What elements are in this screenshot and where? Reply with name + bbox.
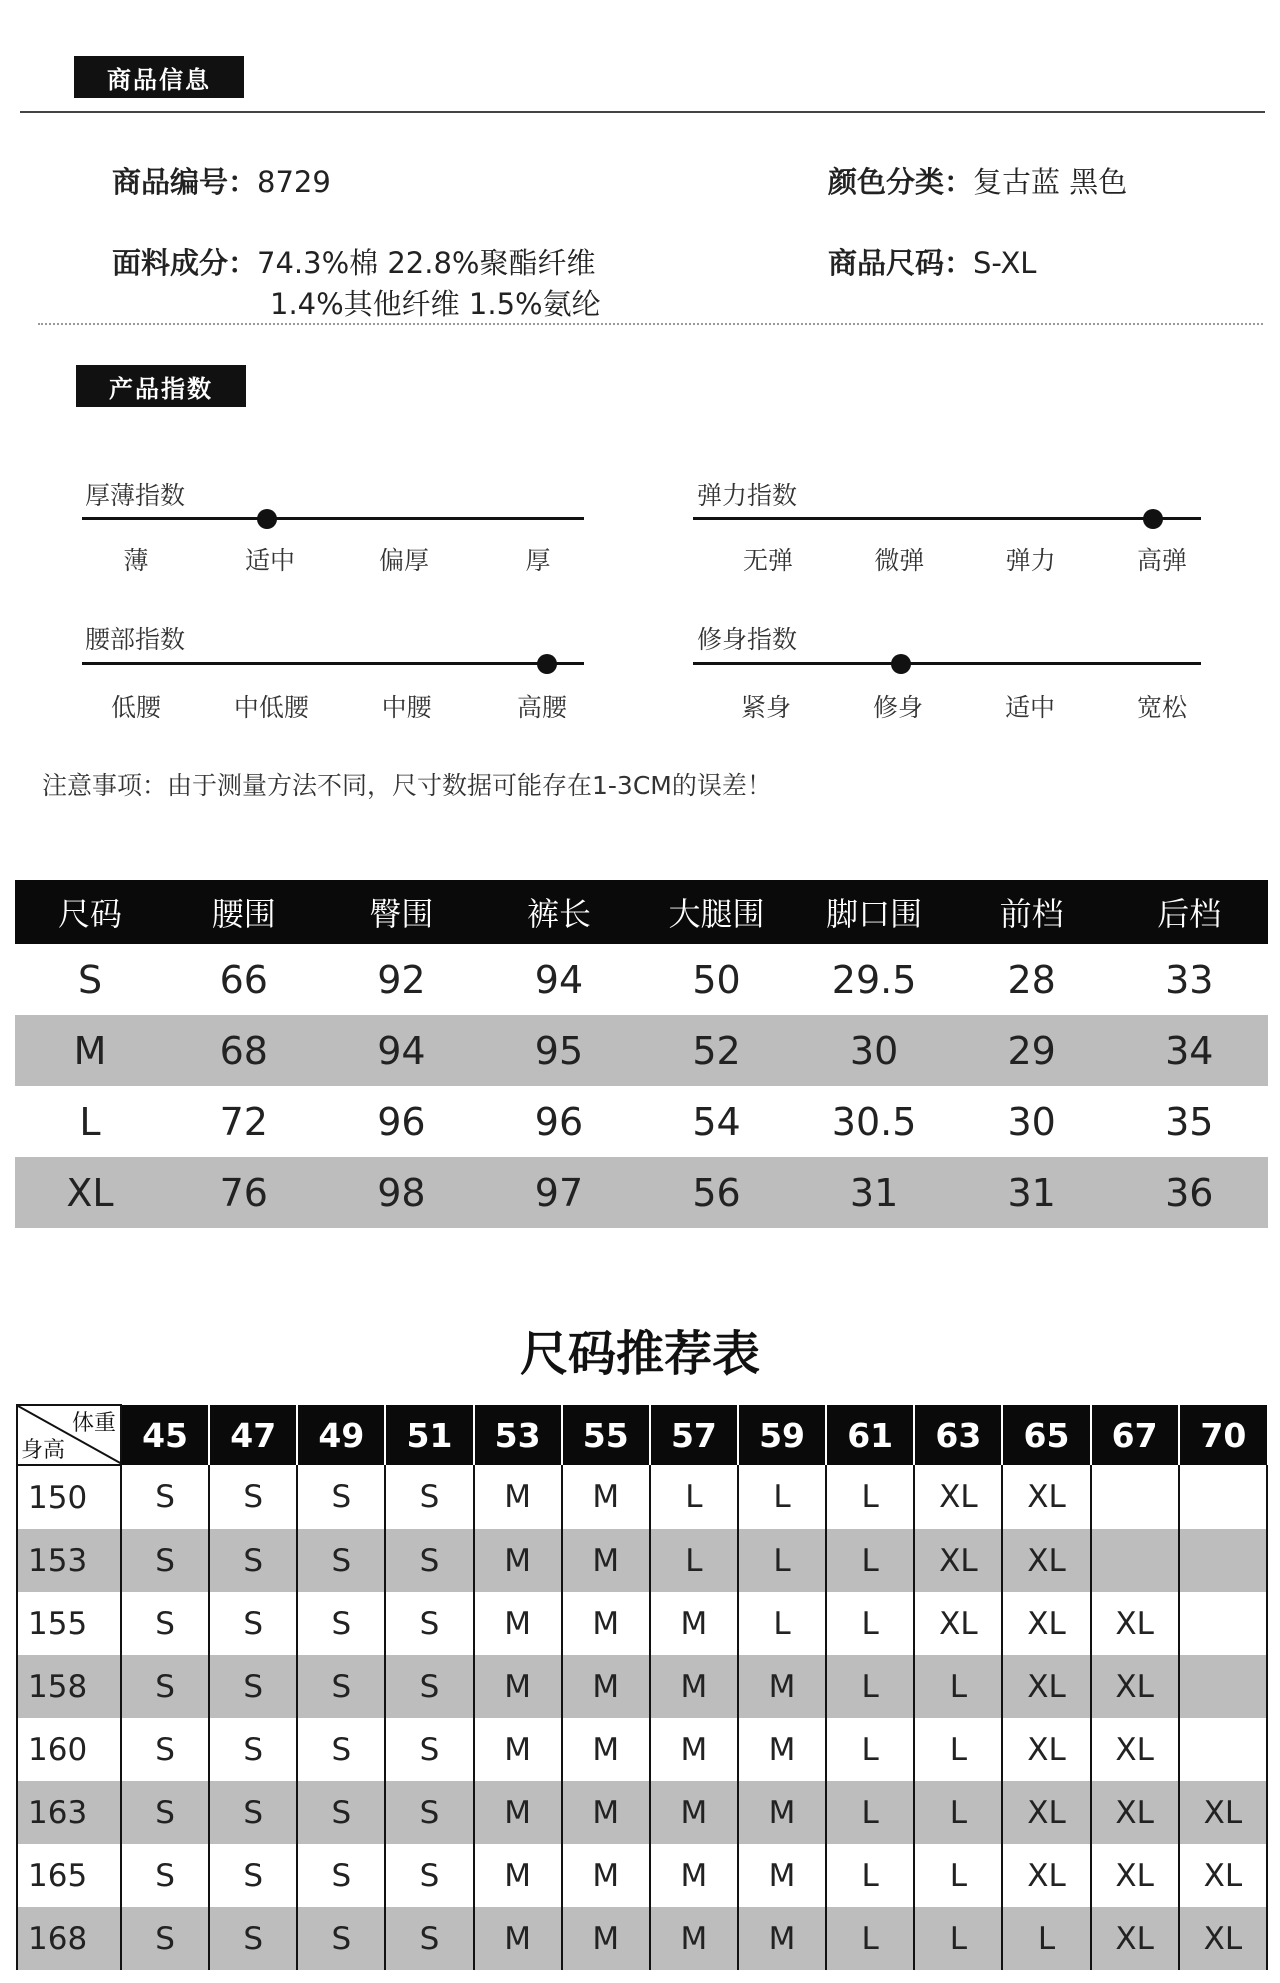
size-cell: M bbox=[650, 1781, 738, 1844]
size-cell: XL bbox=[1091, 1592, 1179, 1655]
table-row bbox=[17, 1718, 1267, 1781]
size-cell bbox=[1091, 1465, 1179, 1529]
table-row bbox=[15, 1157, 1268, 1228]
product-info-label: 商品信息 bbox=[74, 56, 244, 98]
weight-header-cell: 57 bbox=[650, 1405, 738, 1465]
table-cell: 68 bbox=[219, 1028, 268, 1073]
size-cell: L bbox=[738, 1529, 826, 1592]
thickness-label: 厚 bbox=[525, 546, 551, 575]
table-cell: 94 bbox=[377, 1028, 426, 1073]
item-number-label: 商品编号： bbox=[112, 165, 258, 199]
table-cell: 29 bbox=[1007, 1028, 1056, 1073]
slimfit-index-marker bbox=[891, 654, 911, 674]
size-cell: S bbox=[121, 1529, 209, 1592]
size-cell: S bbox=[297, 1529, 385, 1592]
size-cell: M bbox=[650, 1907, 738, 1970]
size-cell: M bbox=[738, 1907, 826, 1970]
weight-header-cell: 47 bbox=[209, 1405, 297, 1465]
size-cell: S bbox=[297, 1781, 385, 1844]
size-cell: M bbox=[562, 1655, 650, 1718]
table-cell: 97 bbox=[534, 1170, 584, 1215]
size-cell: XL bbox=[1179, 1844, 1267, 1907]
size-cell: S bbox=[121, 1718, 209, 1781]
table-cell: 94 bbox=[534, 957, 584, 1002]
header-cell: 尺码 bbox=[57, 895, 122, 933]
size-cell: S bbox=[297, 1907, 385, 1970]
size-value: S-XL bbox=[973, 246, 1037, 280]
size-cell: XL bbox=[1002, 1781, 1090, 1844]
size-cell: S bbox=[297, 1655, 385, 1718]
size-cell: M bbox=[474, 1844, 562, 1907]
size-cell: M bbox=[650, 1718, 738, 1781]
size-cell: S bbox=[385, 1655, 473, 1718]
measurement-table bbox=[15, 880, 1268, 1228]
table-cell: XL bbox=[66, 1170, 114, 1215]
size-cell: S bbox=[385, 1529, 473, 1592]
elasticity-label: 弹力 bbox=[1005, 546, 1056, 575]
weight-header-cell: 49 bbox=[297, 1405, 385, 1465]
header-cell: 后档 bbox=[1157, 895, 1222, 933]
thickness-label: 适中 bbox=[244, 546, 295, 575]
table-row bbox=[17, 1781, 1267, 1844]
table-cell: 35 bbox=[1165, 1099, 1214, 1144]
product-size bbox=[828, 241, 1036, 282]
size-cell: L bbox=[914, 1655, 1002, 1718]
weight-header-cell: 70 bbox=[1179, 1405, 1267, 1465]
size-cell: S bbox=[297, 1718, 385, 1781]
elasticity-label: 高弹 bbox=[1136, 546, 1187, 575]
table-cell: 30.5 bbox=[831, 1099, 917, 1144]
size-cell: S bbox=[121, 1781, 209, 1844]
table-cell: 92 bbox=[377, 957, 426, 1002]
weight-header-cell: 61 bbox=[826, 1405, 914, 1465]
dotted-divider bbox=[38, 323, 1263, 325]
size-cell: M bbox=[650, 1592, 738, 1655]
item-number-value: 8729 bbox=[257, 165, 331, 199]
size-cell: M bbox=[474, 1718, 562, 1781]
size-cell: S bbox=[385, 1718, 473, 1781]
corner-cell bbox=[17, 1405, 121, 1465]
corner-weight-label: 体重 bbox=[71, 1411, 116, 1436]
size-cell: M bbox=[650, 1655, 738, 1718]
size-cell: L bbox=[1002, 1907, 1090, 1970]
table-row bbox=[17, 1655, 1267, 1718]
table-row bbox=[17, 1592, 1267, 1655]
color-category bbox=[828, 160, 1127, 201]
size-cell: L bbox=[826, 1655, 914, 1718]
thickness-label: 薄 bbox=[123, 546, 149, 575]
waist-index-title: 腰部指数 bbox=[85, 625, 186, 654]
table-cell: 31 bbox=[849, 1170, 899, 1215]
size-cell: XL bbox=[1091, 1718, 1179, 1781]
color-value: 复古蓝 黑色 bbox=[973, 165, 1128, 199]
thickness-index-track bbox=[82, 517, 584, 520]
waist-label: 低腰 bbox=[110, 693, 161, 722]
size-cell: S bbox=[385, 1465, 473, 1529]
header-cell: 裤长 bbox=[526, 895, 591, 933]
size-cell: XL bbox=[1179, 1907, 1267, 1970]
thickness-label: 偏厚 bbox=[378, 546, 429, 575]
size-cell: L bbox=[914, 1718, 1002, 1781]
fabric-line-2: 1.4%其他纤维 1.5%氨纶 bbox=[270, 287, 601, 321]
size-cell: L bbox=[650, 1465, 738, 1529]
product-index-label: 产品指数 bbox=[76, 365, 246, 407]
size-cell: M bbox=[562, 1718, 650, 1781]
measurement-table-header bbox=[15, 880, 1268, 944]
size-cell: XL bbox=[914, 1529, 1002, 1592]
item-number bbox=[112, 160, 331, 201]
fabric-line-2-row bbox=[270, 282, 601, 323]
height-cell: 153 bbox=[17, 1529, 121, 1592]
size-cell: M bbox=[474, 1529, 562, 1592]
size-cell: S bbox=[121, 1907, 209, 1970]
size-cell: S bbox=[121, 1592, 209, 1655]
size-cell: XL bbox=[1002, 1718, 1090, 1781]
size-cell bbox=[1179, 1465, 1267, 1529]
height-cell: 160 bbox=[17, 1718, 121, 1781]
size-cell: M bbox=[738, 1718, 826, 1781]
table-cell: 28 bbox=[1007, 957, 1056, 1002]
table-cell: 33 bbox=[1165, 957, 1214, 1002]
slimfit-index-labels bbox=[706, 688, 1222, 724]
header-cell: 腰围 bbox=[211, 895, 276, 933]
table-cell: 96 bbox=[377, 1099, 426, 1144]
weight-header-cell: 51 bbox=[385, 1405, 473, 1465]
table-cell: 72 bbox=[219, 1099, 268, 1144]
size-cell: M bbox=[562, 1907, 650, 1970]
header-cell: 脚口围 bbox=[826, 895, 923, 933]
size-cell: XL bbox=[914, 1592, 1002, 1655]
size-cell: M bbox=[474, 1781, 562, 1844]
elasticity-index-track bbox=[693, 517, 1201, 520]
table-cell: 66 bbox=[219, 957, 268, 1002]
height-cell: 155 bbox=[17, 1592, 121, 1655]
size-cell: XL bbox=[1002, 1529, 1090, 1592]
table-row bbox=[15, 1086, 1268, 1157]
size-cell: M bbox=[474, 1907, 562, 1970]
size-cell: M bbox=[474, 1592, 562, 1655]
header-cell: 前档 bbox=[999, 895, 1064, 933]
table-cell: 31 bbox=[1007, 1170, 1056, 1215]
table-row bbox=[17, 1844, 1267, 1907]
size-cell: M bbox=[474, 1655, 562, 1718]
slimfit-index-title: 修身指数 bbox=[697, 625, 798, 654]
size-cell: M bbox=[562, 1844, 650, 1907]
section-divider bbox=[20, 111, 1265, 113]
table-row bbox=[17, 1465, 1267, 1529]
size-cell: S bbox=[209, 1907, 297, 1970]
size-cell: XL bbox=[1002, 1655, 1090, 1718]
table-cell: 56 bbox=[692, 1170, 741, 1215]
size-cell: M bbox=[562, 1465, 650, 1529]
slimfit-label: 修身 bbox=[872, 693, 923, 722]
size-cell: L bbox=[826, 1718, 914, 1781]
size-cell: S bbox=[385, 1592, 473, 1655]
size-cell: S bbox=[209, 1844, 297, 1907]
size-cell: S bbox=[209, 1465, 297, 1529]
table-cell: 96 bbox=[534, 1099, 584, 1144]
size-cell: M bbox=[738, 1655, 826, 1718]
weight-header-cell: 53 bbox=[474, 1405, 562, 1465]
table-cell: 30 bbox=[849, 1028, 899, 1073]
slimfit-label: 适中 bbox=[1004, 693, 1055, 722]
size-cell: S bbox=[209, 1655, 297, 1718]
size-cell: S bbox=[297, 1592, 385, 1655]
size-cell: L bbox=[650, 1529, 738, 1592]
size-cell: L bbox=[914, 1844, 1002, 1907]
size-cell: XL bbox=[1091, 1844, 1179, 1907]
size-cell: XL bbox=[1091, 1655, 1179, 1718]
elasticity-index-title: 弹力指数 bbox=[697, 481, 798, 510]
size-cell: M bbox=[738, 1844, 826, 1907]
size-cell: XL bbox=[1002, 1465, 1090, 1529]
size-cell: S bbox=[121, 1465, 209, 1529]
thickness-index-labels bbox=[76, 541, 598, 577]
weight-header-cell: 45 bbox=[121, 1405, 209, 1465]
table-cell: S bbox=[77, 957, 103, 1002]
table-cell: 52 bbox=[692, 1028, 741, 1073]
size-cell: M bbox=[562, 1592, 650, 1655]
thickness-index-marker bbox=[257, 509, 277, 529]
size-cell bbox=[1179, 1529, 1267, 1592]
measurement-notice: 注意事项：由于测量方法不同，尺寸数据可能存在1-3CM的误差！ bbox=[42, 771, 772, 800]
size-cell: S bbox=[297, 1844, 385, 1907]
size-cell: L bbox=[826, 1592, 914, 1655]
size-cell: S bbox=[121, 1844, 209, 1907]
elasticity-index-labels bbox=[708, 541, 1222, 577]
size-cell: XL bbox=[914, 1465, 1002, 1529]
weight-header-cell: 55 bbox=[562, 1405, 650, 1465]
size-cell: L bbox=[738, 1592, 826, 1655]
size-cell bbox=[1179, 1655, 1267, 1718]
size-label: 商品尺码： bbox=[828, 246, 974, 280]
size-cell: M bbox=[650, 1844, 738, 1907]
size-cell: S bbox=[121, 1655, 209, 1718]
weight-header-cell: 63 bbox=[914, 1405, 1002, 1465]
slimfit-label: 紧身 bbox=[740, 693, 791, 722]
size-cell: S bbox=[209, 1529, 297, 1592]
size-cell: S bbox=[385, 1907, 473, 1970]
table-cell: M bbox=[73, 1028, 107, 1073]
table-cell: 34 bbox=[1165, 1028, 1214, 1073]
table-row bbox=[15, 944, 1268, 1015]
corner-height-label: 身高 bbox=[21, 1438, 66, 1463]
size-recommend-title: 尺码推荐表 bbox=[519, 1326, 760, 1382]
fabric-label: 面料成分： bbox=[112, 246, 258, 280]
height-cell: 165 bbox=[17, 1844, 121, 1907]
weight-header-cell: 67 bbox=[1091, 1405, 1179, 1465]
header-cell: 臀围 bbox=[369, 895, 434, 933]
waist-index-track bbox=[82, 662, 584, 665]
size-cell: XL bbox=[1091, 1781, 1179, 1844]
weight-header-cell: 59 bbox=[738, 1405, 826, 1465]
size-cell: L bbox=[914, 1907, 1002, 1970]
table-cell: 54 bbox=[692, 1099, 741, 1144]
size-cell: S bbox=[385, 1844, 473, 1907]
size-cell: L bbox=[738, 1465, 826, 1529]
waist-label: 中腰 bbox=[381, 693, 432, 722]
waist-label: 中低腰 bbox=[233, 693, 309, 722]
table-cell: 29.5 bbox=[831, 957, 917, 1002]
slimfit-label: 宽松 bbox=[1136, 693, 1187, 722]
size-cell bbox=[1091, 1529, 1179, 1592]
thickness-index-title: 厚薄指数 bbox=[85, 481, 186, 510]
size-cell: M bbox=[738, 1781, 826, 1844]
table-cell: 50 bbox=[692, 957, 741, 1002]
size-cell: M bbox=[474, 1465, 562, 1529]
size-cell: L bbox=[914, 1781, 1002, 1844]
size-cell: XL bbox=[1002, 1844, 1090, 1907]
table-cell: 36 bbox=[1165, 1170, 1214, 1215]
size-cell: S bbox=[209, 1592, 297, 1655]
size-recommend-table bbox=[16, 1404, 1268, 1970]
table-row bbox=[17, 1529, 1267, 1592]
size-cell: S bbox=[297, 1465, 385, 1529]
elasticity-index-marker bbox=[1143, 509, 1163, 529]
size-cell: L bbox=[826, 1529, 914, 1592]
size-cell: M bbox=[562, 1529, 650, 1592]
header-cell: 大腿围 bbox=[668, 895, 765, 933]
waist-label: 高腰 bbox=[516, 693, 567, 722]
slimfit-index-track bbox=[693, 662, 1201, 665]
color-label: 颜色分类： bbox=[828, 165, 974, 199]
table-row bbox=[15, 1015, 1268, 1086]
waist-index-marker bbox=[537, 654, 557, 674]
table-cell: 95 bbox=[534, 1028, 584, 1073]
table-cell: 98 bbox=[377, 1170, 426, 1215]
table-cell: 30 bbox=[1007, 1099, 1056, 1144]
elasticity-label: 微弹 bbox=[874, 546, 925, 575]
size-cell: L bbox=[826, 1907, 914, 1970]
fabric-composition bbox=[112, 241, 596, 282]
table-row bbox=[17, 1907, 1267, 1970]
size-cell: XL bbox=[1002, 1592, 1090, 1655]
table-cell: 76 bbox=[219, 1170, 268, 1215]
waist-index-labels bbox=[76, 688, 602, 724]
size-cell: S bbox=[385, 1781, 473, 1844]
size-cell: XL bbox=[1091, 1907, 1179, 1970]
size-cell bbox=[1179, 1592, 1267, 1655]
size-cell: L bbox=[826, 1844, 914, 1907]
weight-header-cell: 65 bbox=[1002, 1405, 1090, 1465]
height-cell: 168 bbox=[17, 1907, 121, 1970]
elasticity-label: 无弹 bbox=[742, 546, 793, 575]
size-cell: XL bbox=[1179, 1781, 1267, 1844]
table-cell: L bbox=[79, 1099, 101, 1144]
recommend-header-row bbox=[17, 1405, 1267, 1465]
height-cell: 150 bbox=[17, 1465, 121, 1529]
size-cell: L bbox=[826, 1781, 914, 1844]
size-cell: L bbox=[826, 1465, 914, 1529]
size-cell bbox=[1179, 1718, 1267, 1781]
size-cell: S bbox=[209, 1781, 297, 1844]
height-cell: 158 bbox=[17, 1655, 121, 1718]
fabric-line-1: 74.3%棉 22.8%聚酯纤维 bbox=[257, 246, 596, 280]
size-cell: S bbox=[209, 1718, 297, 1781]
height-cell: 163 bbox=[17, 1781, 121, 1844]
size-cell: M bbox=[562, 1781, 650, 1844]
